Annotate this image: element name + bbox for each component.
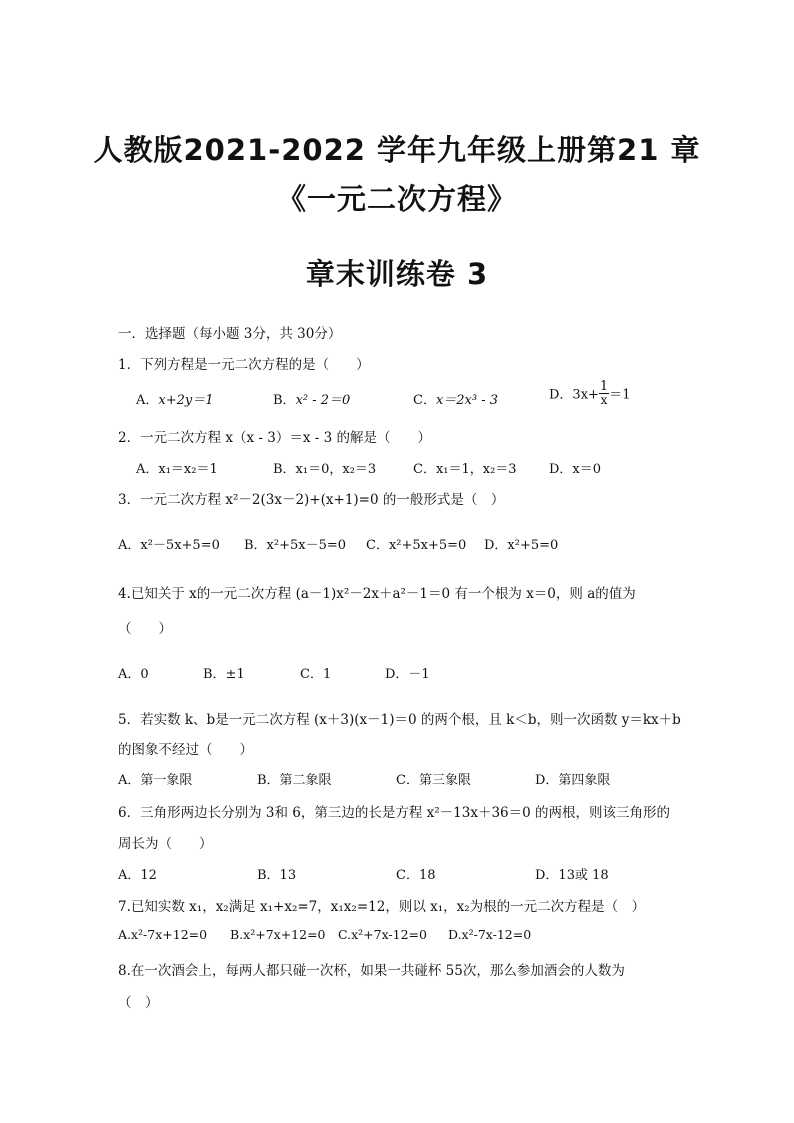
question-6-option-d: D．13或 18 <box>535 868 609 883</box>
question-1-option-d: D．3x+ $\frac{1}{x}$ ＝1 <box>549 379 631 407</box>
question-7-stem: 7.已知实数 x₁，x₂满足 x₁+x₂=7，x₁x₂=12，则以 x₁，x₂为根的一元二次方程是（ ） <box>118 899 646 915</box>
question-6-option-a: A．12 <box>118 868 157 883</box>
question-5-option-b: B．第二象限 <box>257 773 332 788</box>
question-6-stem-continued: 周长为（ ） <box>118 836 213 852</box>
question-7-option-d: D.x²-7x-12=0 <box>448 927 532 942</box>
title-line-2: 《一元二次方程》 <box>276 182 517 216</box>
question-1-option-c: C．x＝2x³ - 3 <box>413 393 499 408</box>
question-2-stem: 2．一元二次方程 x（x - 3）＝x - 3 的解是（ ） <box>118 430 431 446</box>
question-3-option-d: D．x²+5=0 <box>484 538 559 553</box>
question-5-stem-continued: 的图象不经过（ ） <box>118 742 253 758</box>
question-2-option-c: C．x₁＝1，x₂＝3 <box>413 462 517 477</box>
question-4-stem: 4.已知关于 x的一元二次方程 (a－1)x²－2x＋a²－1＝0 有一个根为 x＝0，则 a的值为 <box>118 586 636 602</box>
question-4-option-b: B．±1 <box>203 667 245 682</box>
question-1-stem: 1．下列方程是一元二次方程的是（ ） <box>118 357 370 373</box>
question-5-option-a: A．第一象限 <box>118 773 193 788</box>
question-4-option-a: A．0 <box>118 667 149 682</box>
question-4-option-d: D．－1 <box>385 667 430 682</box>
question-6-option-b: B．13 <box>257 868 297 883</box>
question-4-stem-continued: （ ） <box>118 621 172 637</box>
question-6-stem: 6．三角形两边长分别为 3和 6，第三边的长是方程 x²－13x＋36＝0 的两根，则该三角形的 <box>118 805 671 821</box>
question-7-option-c: C.x²+7x-12=0 <box>338 927 427 942</box>
question-3-option-b: B．x²+5x－5=0 <box>244 538 347 553</box>
question-2-option-d: D．x＝0 <box>549 462 602 477</box>
question-5-option-d: D．第四象限 <box>535 773 611 788</box>
title-line-3: 章末训练卷 3 <box>305 257 489 291</box>
question-7-option-a: A.x²-7x+12=0 <box>118 927 208 942</box>
question-2-option-b: B．x₁＝0，x₂＝3 <box>273 462 377 477</box>
question-1-option-b: B．x² - 2＝0 <box>273 393 351 408</box>
question-3-option-a: A．x²－5x+5=0 <box>118 538 220 553</box>
question-5-option-c: C．第三象限 <box>396 773 471 788</box>
question-8-stem-continued: （ ） <box>118 995 159 1011</box>
question-1-option-a: A．x+2y＝1 <box>136 393 214 408</box>
question-4-option-c: C．1 <box>300 667 332 682</box>
question-8-stem: 8.在一次酒会上，每两人都只碰一次杯，如果一共碰杯 55次，那么参加酒会的人数为 <box>118 963 625 979</box>
title-line-1: 人教版2021-2022 学年九年级上册第21 章 <box>93 133 701 167</box>
question-6-option-c: C．18 <box>396 868 436 883</box>
question-3-stem: 3．一元二次方程 x²－2(3x－2)+(x+1)=0 的一般形式是（ ） <box>118 492 505 508</box>
question-3-option-c: C．x²+5x+5=0 <box>366 538 467 553</box>
question-5-stem: 5．若实数 k、b是一元二次方程 (x＋3)(x－1)＝0 的两个根，且 k＜b，则一次函数 y＝kx＋b <box>118 712 681 728</box>
question-7-option-b: B.x²+7x+12=0 <box>230 927 326 942</box>
section-heading: 一．选择题（每小题 3分，共 30分） <box>118 326 342 342</box>
question-2-option-a: A．x₁＝x₂＝1 <box>136 462 218 477</box>
fraction: $\frac{1}{x}$ <box>599 379 609 407</box>
